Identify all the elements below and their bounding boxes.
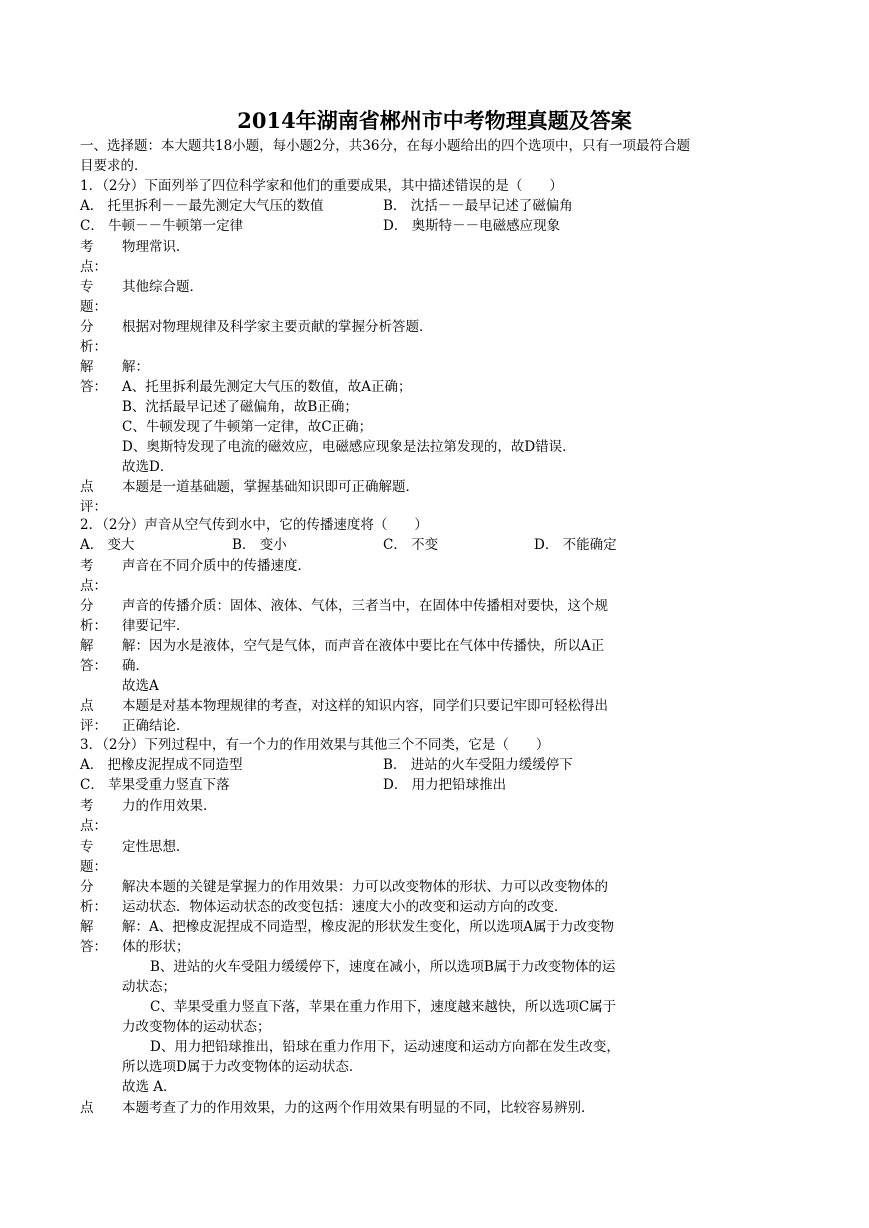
question-2-fenxi-line-2: 律要记牢．	[122, 618, 190, 634]
question-2-jieda-line-1: 解：因为水是液体，空气是气体，而声音在液体中要比在气体中传播快，所以A正	[122, 638, 605, 654]
question-1-zhuanti: 其他综合题．	[122, 279, 203, 295]
question-2-option-b: B． 变小	[232, 537, 287, 553]
label-fenxi-1: 分	[80, 319, 94, 335]
question-3-jieda-line-9: 故选 A．	[122, 1079, 177, 1095]
question-3-jieda-line-8: 所以选项D属于力改变物体的运动状态．	[122, 1059, 363, 1075]
question-2-option-a: A． 变大	[80, 537, 135, 553]
question-3-fenxi-line-2: 运动状态．物体运动状态的改变包括：速度大小的改变和运动方向的改变．	[122, 899, 568, 915]
label-fenxi-2: 析：	[80, 339, 107, 355]
question-2-option-d: D． 不能确定	[534, 537, 617, 553]
label-dianping-1: 点	[80, 479, 94, 495]
label-fenxi-1: 分	[80, 879, 94, 895]
question-2-dianping-line-1: 本题是对基本物理规律的考查，对这样的知识内容，同学们只要记牢即可轻松得出	[122, 698, 608, 714]
label-jieda-1: 解	[80, 919, 94, 935]
label-jieda-2: 答：	[80, 658, 107, 674]
label-kaodian-2: 点：	[80, 259, 107, 275]
question-3-kaodian: 力的作用效果．	[122, 798, 217, 814]
question-1-stem: 1．（2分）下面列举了四位科学家和他们的重要成果，其中描述错误的是（ ）	[80, 178, 563, 194]
question-3-jieda-line-6: 力改变物体的运动状态；	[122, 1019, 271, 1035]
question-1-jieda-line-4: C、牛顿发现了牛顿第一定律，故C正确；	[122, 419, 373, 435]
label-kaodian-1: 考	[80, 239, 94, 255]
document-title: 2014年湖南省郴州市中考物理真题及答案	[237, 108, 632, 133]
section-intro-line-1: 一、选择题：本大题共18小题，每小题2分，共36分，在每小题给出的四个选项中，只有一项最符合题	[80, 138, 690, 154]
label-zhuanti-2: 题：	[80, 859, 107, 875]
label-dianping-1: 点	[80, 698, 94, 714]
question-3-jieda-line-5: C、苹果受重力竖直下落，苹果在重力作用下，速度越来越快，所以选项C属于	[150, 999, 617, 1015]
label-dianping-2: 评：	[80, 718, 107, 734]
question-2-dianping-line-2: 正确结论．	[122, 718, 190, 734]
question-1-jieda-line-3: B、沈括最早记述了磁偏角，故B正确；	[122, 399, 358, 415]
question-1-jieda-line-6: 故选D．	[122, 459, 174, 475]
question-1-jieda-line-5: D、奥斯特发现了电流的磁效应，电磁感应现象是法拉第发现的，故D错误．	[122, 439, 576, 455]
question-3-jieda-line-4: 动状态；	[122, 979, 176, 995]
question-2-jieda-line-3: 故选A	[122, 678, 159, 694]
question-1-jieda-line-2: A、托里拆利最先测定大气压的数值，故A正确；	[122, 379, 412, 395]
question-3-jieda-line-3: B、进站的火车受阻力缓缓停下，速度在减小，所以选项B属于力改变物体的运	[150, 959, 616, 975]
question-3-option-c: C． 苹果受重力竖直下落	[80, 777, 230, 793]
label-kaodian-1: 考	[80, 798, 94, 814]
label-zhuanti-1: 专	[80, 839, 94, 855]
label-jieda-1: 解	[80, 638, 94, 654]
label-dianping-2: 评：	[80, 499, 107, 515]
label-fenxi-2: 析：	[80, 618, 107, 634]
question-1-jieda-line-1: 解：	[122, 359, 149, 375]
question-3-jieda-line-2: 体的形状；	[122, 939, 190, 955]
question-2-option-c: C． 不变	[383, 537, 439, 553]
label-fenxi-1: 分	[80, 598, 94, 614]
label-kaodian-1: 考	[80, 558, 94, 574]
question-3-option-b: B． 进站的火车受阻力缓缓停下	[383, 757, 573, 773]
question-3-jieda-line-7: D、用力把铅球推出，铅球在重力作用下，运动速度和运动方向都在发生改变，	[150, 1039, 620, 1055]
label-zhuanti-1: 专	[80, 279, 94, 295]
question-1-option-c: C． 牛顿－－牛顿第一定律	[80, 218, 244, 234]
question-1-dianping: 本题是一道基础题，掌握基础知识即可正确解题．	[122, 479, 419, 495]
label-jieda-2: 答：	[80, 939, 107, 955]
label-fenxi-2: 析：	[80, 899, 107, 915]
label-zhuanti-2: 题：	[80, 299, 107, 315]
question-2-jieda-line-2: 确．	[122, 658, 149, 674]
question-1-option-b: B． 沈括－－最早记述了磁偏角	[383, 198, 573, 214]
question-2-fenxi-line-1: 声音的传播介质：固体、液体、气体，三者当中，在固体中传播相对要快，这个规	[122, 598, 608, 614]
question-2-stem: 2．（2分）声音从空气传到水中，它的传播速度将（ ）	[80, 517, 428, 533]
section-intro-line-2: 目要求的．	[80, 158, 148, 174]
label-kaodian-2: 点：	[80, 578, 107, 594]
question-1-option-d: D． 奥斯特－－电磁感应现象	[383, 218, 561, 234]
label-jieda-2: 答：	[80, 379, 107, 395]
question-3-option-d: D． 用力把铅球推出	[383, 777, 507, 793]
question-3-zhuanti: 定性思想．	[122, 839, 190, 855]
question-3-jieda-line-1: 解：A、把橡皮泥捏成不同造型，橡皮泥的形状发生变化，所以选项A属于力改变物	[122, 919, 614, 935]
question-1-kaodian: 物理常识．	[122, 239, 190, 255]
question-3-dianping: 本题考查了力的作用效果，力的这两个作用效果有明显的不同，比较容易辨别．	[122, 1100, 595, 1116]
question-3-fenxi-line-1: 解决本题的关键是掌握力的作用效果：力可以改变物体的形状、力可以改变物体的	[122, 879, 608, 895]
label-dianping-1: 点	[80, 1100, 94, 1116]
label-kaodian-2: 点：	[80, 818, 107, 834]
question-2-kaodian: 声音在不同介质中的传播速度．	[122, 558, 311, 574]
label-jieda-1: 解	[80, 359, 94, 375]
question-1-option-a: A． 托里拆利－－最先测定大气压的数值	[80, 198, 324, 214]
question-3-stem: 3．（2分）下列过程中，有一个力的作用效果与其他三个不同类，它是（ ）	[80, 737, 550, 753]
question-3-option-a: A． 把橡皮泥捏成不同造型	[80, 757, 243, 773]
question-1-fenxi: 根据对物理规律及科学家主要贡献的掌握分析答题．	[122, 319, 433, 335]
